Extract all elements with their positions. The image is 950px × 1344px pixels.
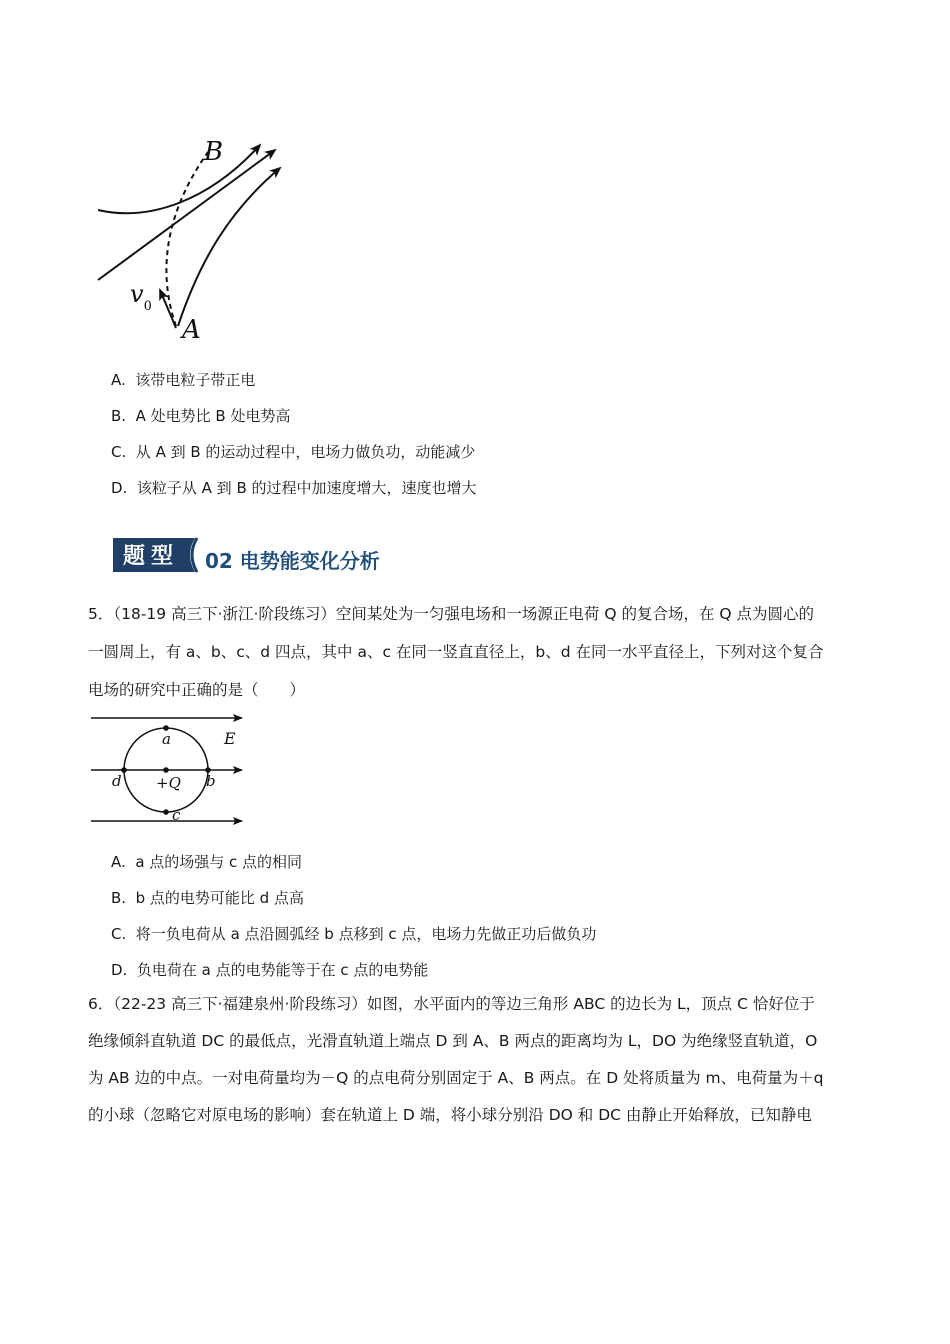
section-title: 02 电势能变化分析	[205, 549, 380, 573]
label-A: A	[182, 315, 201, 345]
label-d: d	[112, 772, 122, 790]
q5-line-2: 一圆周上，有 a、b、c、d 四点，其中 a、c 在同一竖直直径上，b、d 在同一水平直径上，下列对这个复合	[88, 643, 824, 661]
q4-option-a: A. 该带电粒子带正电	[111, 371, 256, 389]
label-B: B	[204, 137, 224, 167]
point-d	[121, 767, 127, 773]
q5-circle-figure	[88, 708, 248, 828]
label-v: v	[130, 280, 144, 308]
q4-option-c: C. 从 A 到 B 的运动过程中，电场力做负功，动能减少	[111, 443, 476, 461]
section-badge	[113, 536, 203, 574]
q6-line-3: 为 AB 边的中点。一对电荷量均为－Q 的点电荷分别固定于 A、B 两点。在 D 处将质量为 m、电荷量为＋q	[88, 1069, 824, 1087]
field-line-bottom	[178, 168, 280, 326]
q4-option-b: B. A 处电势比 B 处电势高	[111, 407, 291, 425]
q4-option-d: D. 该粒子从 A 到 B 的过程中加速度增大，速度也增大	[111, 479, 477, 497]
q5-option-d: D. 负电荷在 a 点的电势能等于在 c 点的电势能	[111, 961, 429, 979]
q5-option-c: C. 将一负电荷从 a 点沿圆弧经 b 点移到 c 点，电场力先做正功后做负功	[111, 925, 597, 943]
q5-line-3: 电场的研究中正确的是（ ）	[88, 681, 306, 699]
point-Q	[163, 767, 169, 773]
field-line-figure	[90, 130, 300, 350]
q5-option-b: B. b 点的电势可能比 d 点高	[111, 889, 304, 907]
label-a: a	[162, 730, 171, 748]
label-b: b	[206, 772, 216, 790]
q6-line-2: 绝缘倾斜直轨道 DC 的最低点，光滑直轨道上端点 D 到 A、B 两点的距离均为 L，DO 为绝缘竖直轨道，O	[88, 1032, 818, 1050]
label-Q: +Q	[156, 774, 181, 792]
q6-line-4: 的小球（忽略它对原电场的影响）套在轨道上 D 端，将小球分别沿 DO 和 DC 由静止开始释放，已知静电	[88, 1106, 812, 1124]
point-c	[163, 809, 169, 815]
q6-line-1: 6．（22-23 高三下·福建泉州·阶段练习）如图，水平面内的等边三角形 ABC 的边长为 L，顶点 C 恰好位于	[88, 995, 815, 1013]
label-c: c	[172, 806, 181, 824]
field-line-middle	[98, 150, 275, 280]
badge-text: 题型	[122, 544, 180, 569]
label-v-sub: 0	[144, 298, 152, 314]
label-E: E	[224, 729, 236, 748]
q5-option-a: A. a 点的场强与 c 点的相同	[111, 853, 303, 871]
q5-line-1: 5．（18-19 高三下·浙江·阶段练习）空间某处为一匀强电场和一场源正电荷 Q 的复合场，在 Q 点为圆心的	[88, 605, 815, 623]
